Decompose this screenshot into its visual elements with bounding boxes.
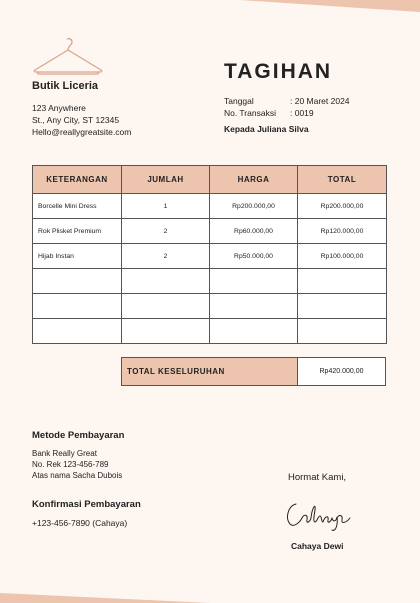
address-line: St., Any City, ST 12345 bbox=[32, 115, 120, 125]
item-price: Rp50.000,00 bbox=[210, 244, 298, 269]
item-price: Rp200.000,00 bbox=[210, 194, 298, 219]
table-header-row bbox=[33, 166, 387, 194]
recipient: Kepada Juliana Silva bbox=[224, 124, 309, 134]
invoice-meta bbox=[224, 95, 350, 119]
payment-details bbox=[32, 448, 122, 481]
account-holder: Atas nama Sacha Dubois bbox=[32, 471, 123, 480]
confirmation-contact: +123-456-7890 (Cahaya) bbox=[32, 518, 128, 528]
signatory-name: Cahaya Dewi bbox=[291, 541, 344, 551]
header-total: TOTAL bbox=[298, 166, 387, 194]
empty-cell bbox=[33, 269, 122, 294]
header-quantity: JUMLAH bbox=[122, 166, 210, 194]
account-number: No. Rek 123-456-789 bbox=[32, 460, 109, 469]
empty-cell bbox=[298, 319, 387, 344]
hanger-icon bbox=[32, 36, 104, 78]
empty-cell bbox=[122, 294, 210, 319]
item-description: Rok Plisket Premium bbox=[33, 219, 122, 244]
item-quantity: 1 bbox=[122, 194, 210, 219]
confirmation-heading: Konfirmasi Pembayaran bbox=[32, 499, 141, 510]
signature bbox=[282, 496, 362, 534]
item-quantity: 2 bbox=[122, 244, 210, 269]
empty-cell bbox=[122, 319, 210, 344]
empty-cell bbox=[33, 319, 122, 344]
item-description: Borcelle Mini Dress bbox=[33, 194, 122, 219]
table-row-empty bbox=[33, 269, 387, 294]
table-row bbox=[33, 194, 387, 219]
grand-total-label: TOTAL KESELURUHAN bbox=[122, 358, 298, 385]
table-row bbox=[33, 219, 387, 244]
empty-cell bbox=[210, 294, 298, 319]
shop-address bbox=[32, 102, 131, 138]
email-line: Hello@reallygreatsite.com bbox=[32, 127, 132, 137]
bank-name: Bank Really Great bbox=[32, 449, 97, 458]
item-total: Rp120.000,00 bbox=[298, 219, 387, 244]
date-label: Tanggal bbox=[224, 96, 254, 106]
item-price: Rp60.000,00 bbox=[210, 219, 298, 244]
transaction-label: No. Transaksi bbox=[224, 108, 276, 118]
item-total: Rp200.000,00 bbox=[298, 194, 387, 219]
invoice-title: TAGIHAN bbox=[224, 60, 333, 83]
empty-cell bbox=[210, 319, 298, 344]
empty-cell bbox=[210, 269, 298, 294]
payment-heading: Metode Pembayaran bbox=[32, 430, 125, 441]
table-row bbox=[33, 244, 387, 269]
header-price: HARGA bbox=[210, 166, 298, 194]
empty-cell bbox=[298, 269, 387, 294]
header-description: KETERANGAN bbox=[33, 166, 122, 194]
corner-decoration-bottom bbox=[0, 593, 210, 603]
date-value: : 20 Maret 2024 bbox=[290, 96, 350, 106]
item-quantity: 2 bbox=[122, 219, 210, 244]
table-row-empty bbox=[33, 319, 387, 344]
corner-decoration-top bbox=[240, 0, 420, 12]
table-row-empty bbox=[33, 294, 387, 319]
regards-text: Hormat Kami, bbox=[288, 472, 347, 483]
empty-cell bbox=[33, 294, 122, 319]
grand-total-box bbox=[121, 357, 386, 386]
items-table bbox=[32, 165, 387, 344]
item-total: Rp100.000,00 bbox=[298, 244, 387, 269]
address-line: 123 Anywhere bbox=[32, 103, 86, 113]
transaction-value: : 0019 bbox=[290, 108, 314, 118]
grand-total-value: Rp420.000,00 bbox=[298, 358, 385, 385]
empty-cell bbox=[122, 269, 210, 294]
item-description: Hijab Instan bbox=[33, 244, 122, 269]
empty-cell bbox=[298, 294, 387, 319]
shop-name: Butik Liceria bbox=[32, 80, 99, 92]
